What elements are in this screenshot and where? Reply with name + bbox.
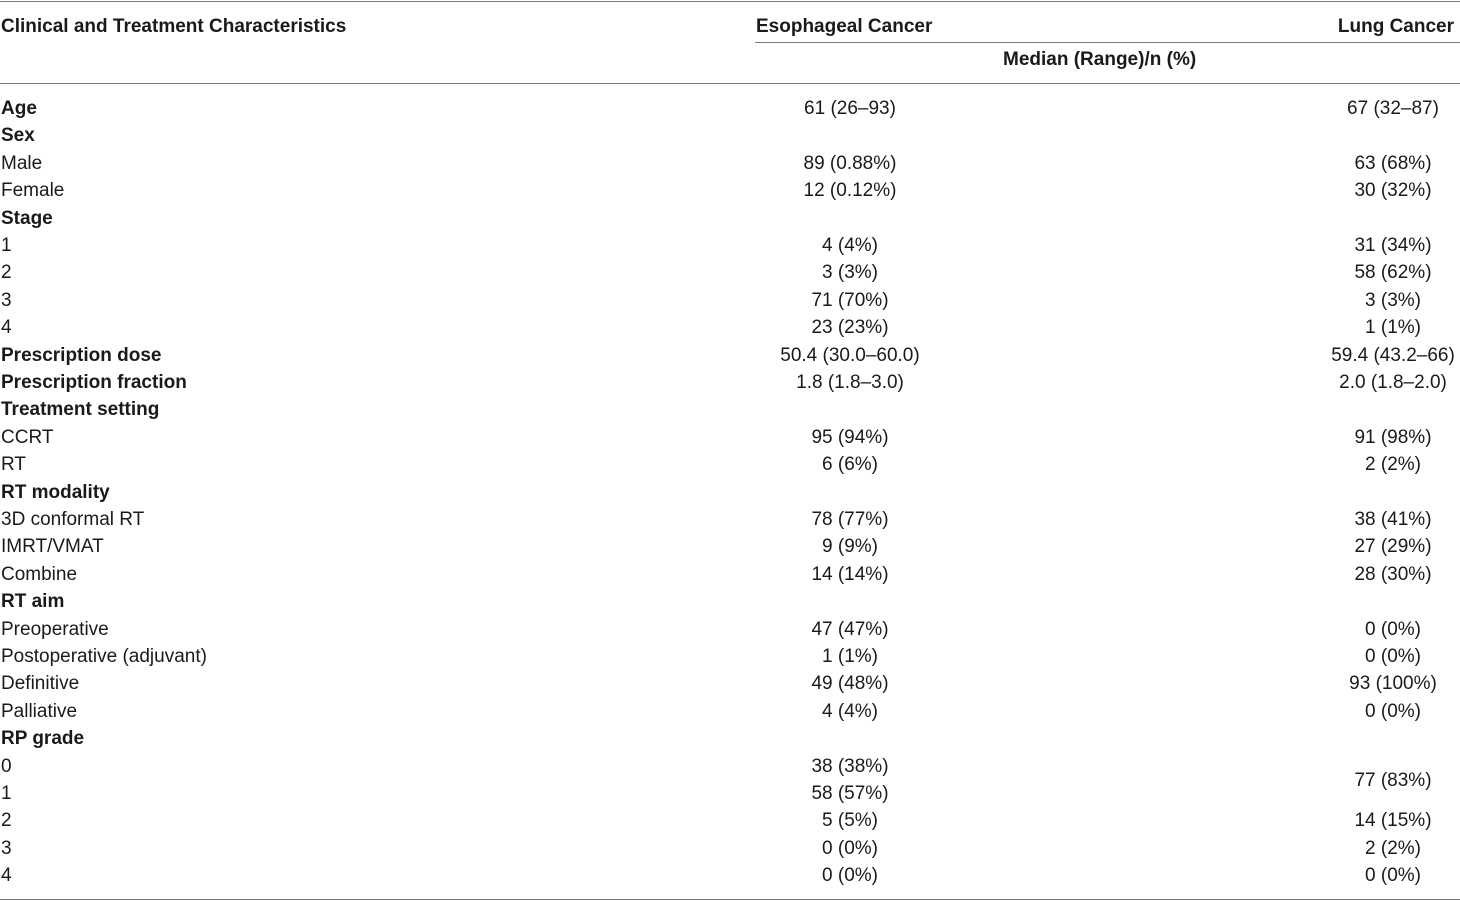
header-subheader: Median (Range)/n (%) (1003, 49, 1197, 70)
cell-lung: 28 (30%) (1354, 564, 1432, 585)
row-label: RP grade (1, 728, 85, 749)
row-label: 4 (1, 317, 12, 338)
top-rule (0, 1, 1460, 2)
cell-lung: 63 (68%) (1354, 153, 1432, 174)
row-label: Sex (1, 125, 35, 146)
cell-lung: 67 (32–87) (1347, 98, 1439, 119)
merged-cell-lung-grade-0-1: 77 (83%) (1354, 770, 1432, 791)
row-label: 1 (1, 235, 12, 256)
cell-lung: 2 (2%) (1365, 454, 1421, 475)
cell-esophageal: 12 (0.12%) (803, 180, 897, 201)
row-label: 3 (1, 290, 12, 311)
cell-esophageal: 61 (26–93) (804, 98, 896, 119)
cell-lung: 59.4 (43.2–66) (1331, 345, 1455, 366)
cell-lung: 27 (29%) (1354, 536, 1432, 557)
cell-esophageal: 3 (3%) (822, 262, 878, 283)
cell-esophageal: 5 (5%) (822, 810, 878, 831)
cell-lung: 0 (0%) (1365, 619, 1421, 640)
row-label: Palliative (1, 701, 78, 722)
row-label: Prescription fraction (1, 372, 187, 393)
row-label: 2 (1, 810, 12, 831)
cell-lung: 91 (98%) (1354, 427, 1432, 448)
cell-esophageal: 1 (1%) (822, 646, 878, 667)
header-characteristics: Clinical and Treatment Characteristics (1, 16, 347, 37)
cell-lung: 31 (34%) (1354, 235, 1432, 256)
cell-lung: 93 (100%) (1349, 673, 1437, 694)
cell-esophageal: 1.8 (1.8–3.0) (796, 372, 904, 393)
cell-esophageal: 0 (0%) (822, 865, 878, 886)
row-label: Female (1, 180, 65, 201)
cell-esophageal: 4 (4%) (822, 235, 878, 256)
cell-lung: 2 (2%) (1365, 838, 1421, 859)
cell-esophageal: 38 (38%) (811, 756, 889, 777)
cell-lung: 2.0 (1.8–2.0) (1339, 372, 1447, 393)
cell-esophageal: 9 (9%) (822, 536, 878, 557)
row-label: 3D conformal RT (1, 509, 145, 530)
row-label: Age (1, 98, 37, 119)
cell-esophageal: 95 (94%) (811, 427, 889, 448)
cell-esophageal: 78 (77%) (811, 509, 889, 530)
row-label: 2 (1, 262, 12, 283)
cell-lung: 14 (15%) (1354, 810, 1432, 831)
cell-esophageal: 4 (4%) (822, 701, 878, 722)
row-label: 0 (1, 756, 12, 777)
cell-lung: 0 (0%) (1365, 701, 1421, 722)
row-label: Stage (1, 208, 53, 229)
header-lung: Lung Cancer (1337, 16, 1454, 37)
cell-esophageal: 49 (48%) (811, 673, 889, 694)
cell-esophageal: 6 (6%) (822, 454, 878, 475)
cell-esophageal: 50.4 (30.0–60.0) (780, 345, 920, 366)
cell-esophageal: 47 (47%) (811, 619, 889, 640)
cell-esophageal: 23 (23%) (811, 317, 889, 338)
row-label: RT aim (1, 591, 65, 612)
header-bottom-rule (0, 83, 1460, 84)
row-label: RT (1, 454, 26, 475)
row-label: Definitive (1, 673, 80, 694)
cell-lung: 38 (41%) (1354, 509, 1432, 530)
cell-esophageal: 14 (14%) (811, 564, 889, 585)
row-label: CCRT (1, 427, 54, 448)
cell-lung: 58 (62%) (1354, 262, 1432, 283)
cell-esophageal: 58 (57%) (811, 783, 889, 804)
row-label: Prescription dose (1, 345, 162, 366)
bottom-rule (0, 899, 1460, 900)
row-label: Postoperative (adjuvant) (1, 646, 207, 667)
cell-lung: 0 (0%) (1365, 865, 1421, 886)
row-label: Male (1, 153, 43, 174)
cell-lung: 30 (32%) (1354, 180, 1432, 201)
row-label: 3 (1, 838, 12, 859)
cell-lung: 1 (1%) (1365, 317, 1421, 338)
row-label: Treatment setting (1, 399, 160, 420)
header-esophageal: Esophageal Cancer (756, 16, 933, 37)
cell-lung: 3 (3%) (1365, 290, 1421, 311)
row-label: IMRT/VMAT (1, 536, 104, 557)
cell-lung: 0 (0%) (1365, 646, 1421, 667)
row-label: RT modality (1, 482, 110, 503)
row-label: Preoperative (1, 619, 109, 640)
row-label: 1 (1, 783, 12, 804)
cell-esophageal: 89 (0.88%) (803, 153, 897, 174)
row-label: 4 (1, 865, 12, 886)
header-subrule (755, 42, 1460, 43)
row-label: Combine (1, 564, 78, 585)
cell-esophageal: 0 (0%) (822, 838, 878, 859)
cell-esophageal: 71 (70%) (811, 290, 889, 311)
